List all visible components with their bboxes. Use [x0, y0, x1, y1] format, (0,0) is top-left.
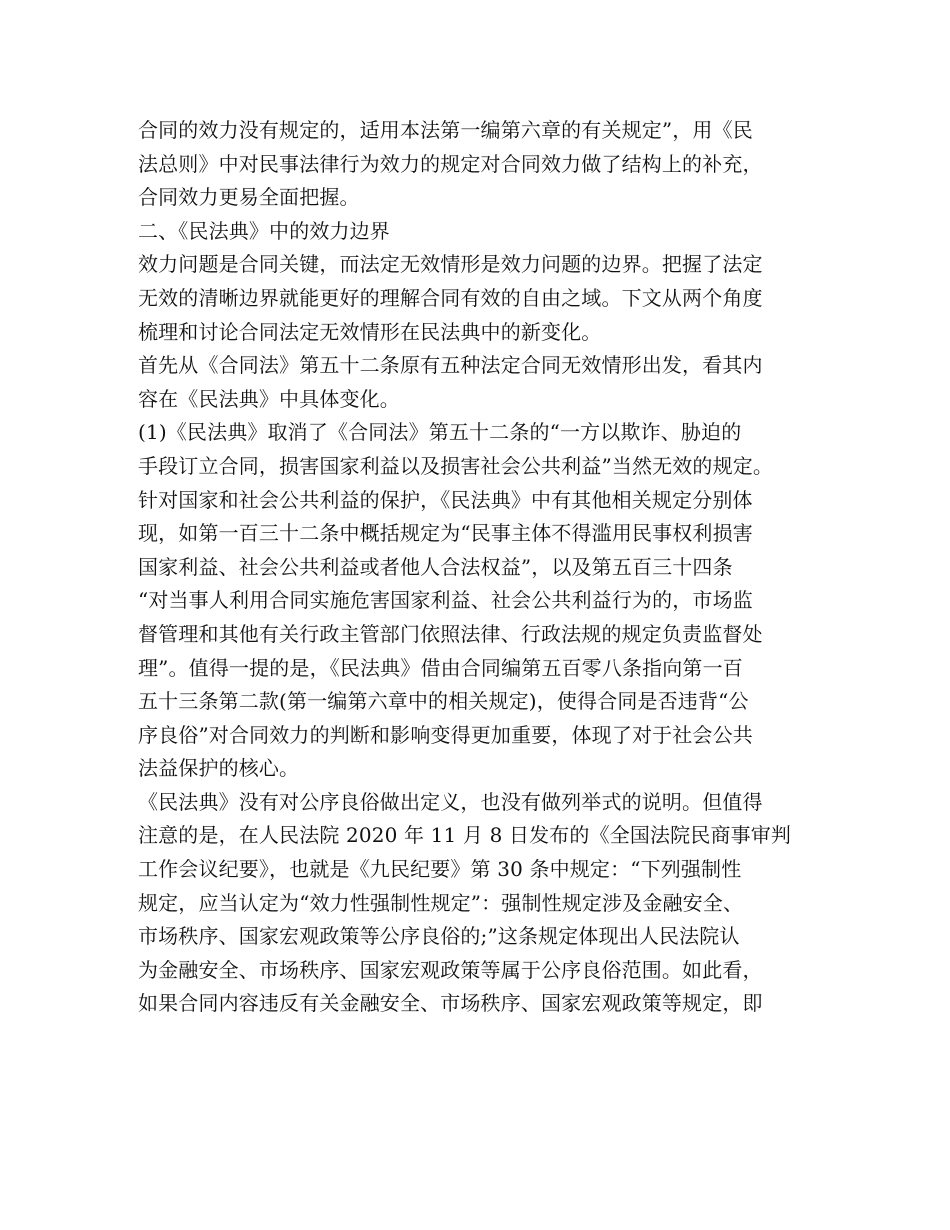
text-line: (1)《民法典》取消了《合同法》第五十二条的“一方以欺诈、胁迫的 [138, 420, 742, 445]
section-heading: 二、《民法典》中的效力边界 [138, 218, 390, 243]
text-line: 市场秩序、国家宏观政策等公序良俗的;”这条规定体现出人民法院认 [138, 924, 740, 949]
text-line: 首先从《合同法》第五十二条原有五种法定合同无效情形出发，看其内 [138, 353, 763, 378]
text-line: 手段订立合同，损害国家利益以及损害社会公共利益”当然无效的规定。 [138, 453, 774, 478]
text-line: 容在《民法典》中具体变化。 [138, 386, 400, 411]
text-line: 为金融安全、市场秩序、国家宏观政策等属于公序良俗范围。如此看， [138, 957, 763, 982]
text-line: 现，如第一百三十二条中概括规定为“民事主体不得滥用民事权利损害 [138, 521, 753, 546]
text-line: 梳理和讨论合同法定无效情形在民法典中的新变化。 [138, 319, 602, 344]
text-line: 如果合同内容违反有关金融安全、市场秩序、国家宏观政策等规定，即 [138, 991, 763, 1016]
text-line: 合同效力更易全面把握。 [138, 185, 360, 210]
document-text-body [138, 114, 818, 1021]
text-line: 序良俗”对合同效力的判断和影响变得更加重要，体现了对于社会公共 [138, 722, 753, 747]
text-line: 注意的是，在人民法院 2020 年 11 月 8 日发布的《全国法院民商事审判 [138, 823, 792, 848]
text-line: “对当事人利用合同实施危害国家利益、社会公共利益行为的，市场监 [138, 588, 753, 613]
text-line: 五十三条第二款(第一编第六章中的相关规定)，使得合同是否违背“公 [138, 689, 749, 714]
text-line: 合同的效力没有规定的，适用本法第一编第六章的有关规定”，用《民 [138, 118, 753, 142]
text-line: 规定，应当认定为“效力性强制性规定”：强制性规定涉及金融安全、 [138, 890, 744, 915]
text-line: 效力问题是合同关键，而法定无效情形是效力问题的边界。把握了法定 [138, 252, 763, 277]
text-line: 《民法典》没有对公序良俗做出定义，也没有做列举式的说明。但值得 [138, 789, 763, 814]
text-line: 法总则》中对民事法律行为效力的规定对合同效力做了结构上的补充， [138, 151, 763, 176]
text-line: 理”。值得一提的是，《民法典》借由合同编第五百零八条指向第一百 [138, 655, 743, 680]
text-line: 无效的清晰边界就能更好的理解合同有效的自由之域。下文从两个角度 [138, 285, 763, 310]
text-line: 法益保护的核心。 [138, 756, 300, 781]
text-line: 督管理和其他有关行政主管部门依照法律、行政法规的规定负责监督处 [138, 621, 763, 646]
text-line: 针对国家和社会公共利益的保护，《民法典》中有其他相关规定分别体 [138, 487, 753, 512]
text-line: 工作会议纪要》，也就是《九民纪要》第 30 条中规定：“下列强制性 [138, 857, 742, 882]
text-line: 国家利益、社会公共利益或者他人合法权益”，以及第五百三十四条 [138, 554, 733, 579]
